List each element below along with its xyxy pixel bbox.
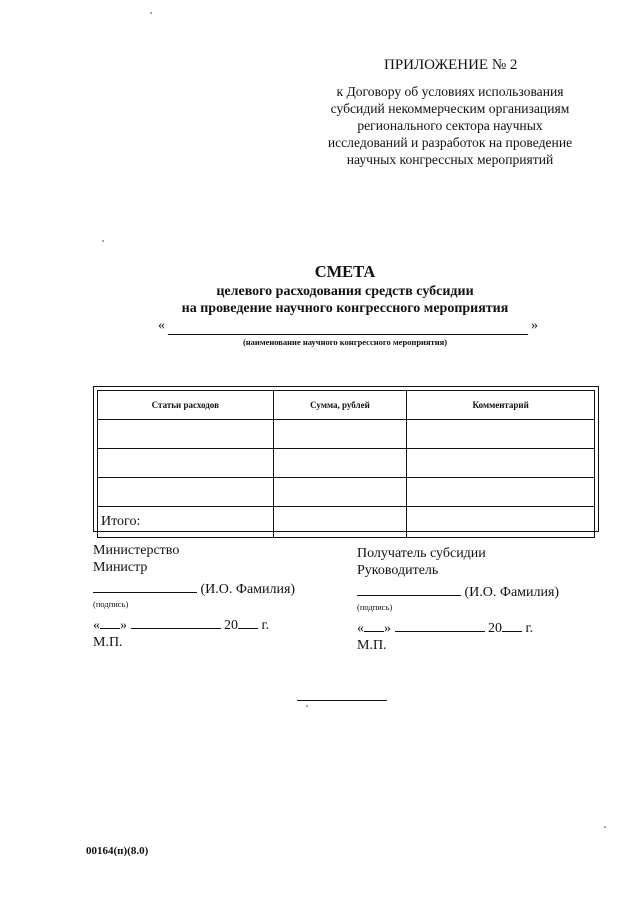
table-cell xyxy=(98,420,274,449)
appendix-subtitle-line: научных конгрессных мероприятий xyxy=(346,152,554,167)
table-row xyxy=(98,478,595,507)
date-day-line xyxy=(100,628,120,629)
signature-org: Министерство xyxy=(93,543,180,558)
date-year-prefix: 20 xyxy=(488,621,502,636)
signature-block-recipient xyxy=(357,545,559,654)
table-row xyxy=(98,449,595,478)
event-name-rule xyxy=(168,334,528,335)
date-year-prefix: 20 xyxy=(224,618,238,633)
date-year-suffix: г. xyxy=(525,621,534,636)
date-quote-close: » xyxy=(384,621,391,636)
signature-name-hint: (И.О. Фамилия) xyxy=(200,582,296,597)
table-cell xyxy=(98,478,274,507)
table-cell xyxy=(273,420,407,449)
total-label: Итого: xyxy=(98,507,274,538)
date-month-line xyxy=(395,631,485,632)
signature-line xyxy=(357,595,461,596)
signature-line xyxy=(93,592,197,593)
table-header-row xyxy=(98,391,595,420)
column-header-amount: Сумма, рублей xyxy=(273,391,407,420)
date-year-line xyxy=(238,628,258,629)
stamp-label: М.П. xyxy=(93,635,123,650)
table-cell xyxy=(273,478,407,507)
date-year-line xyxy=(502,631,522,632)
date-quote-open: « xyxy=(93,618,100,633)
table-cell xyxy=(407,449,595,478)
date-year-suffix: г. xyxy=(261,618,270,633)
end-divider xyxy=(297,700,387,701)
signature-name-hint: (И.О. Фамилия) xyxy=(464,585,560,600)
table-cell xyxy=(98,449,274,478)
date-quote-close: » xyxy=(120,618,127,633)
column-header-expenses: Статьи расходов xyxy=(98,391,274,420)
date-quote-open: « xyxy=(357,621,364,636)
quote-open: « xyxy=(158,318,165,333)
date-day-line xyxy=(364,631,384,632)
table-cell xyxy=(273,449,407,478)
event-name-caption: (наименование научного конгрессного мероприятия) xyxy=(242,337,448,347)
table-row xyxy=(98,420,595,449)
stamp-label: М.П. xyxy=(357,638,387,653)
signature-role: Министр xyxy=(93,560,148,575)
signature-caption: (подпись) xyxy=(357,602,393,612)
signature-block-ministry xyxy=(93,542,295,651)
document-subtitle-line1: целевого расходования средств субсидии xyxy=(216,284,474,299)
appendix-subtitle-line: к Договору об условиях использования xyxy=(336,84,564,99)
table-cell xyxy=(407,507,595,538)
estimate-table xyxy=(97,390,595,538)
signature-org: Получатель субсидии xyxy=(357,546,486,561)
table-cell xyxy=(407,478,595,507)
scan-speck xyxy=(102,240,104,242)
table-total-row xyxy=(98,507,595,538)
table-cell xyxy=(273,507,407,538)
appendix-subtitle-line: субсидий некоммерческим организациям xyxy=(330,101,570,116)
appendix-title: ПРИЛОЖЕНИЕ № 2 xyxy=(384,57,518,73)
signature-caption: (подпись) xyxy=(93,599,129,609)
document-subtitle-line2: на проведение научного конгрессного мероприятия xyxy=(181,301,509,316)
table-cell xyxy=(407,420,595,449)
scan-speck xyxy=(150,12,152,14)
quote-close: » xyxy=(531,318,538,333)
appendix-subtitle xyxy=(300,83,600,168)
event-name-field xyxy=(158,318,538,336)
appendix-subtitle-line: исследований и разработок на проведение xyxy=(327,135,573,150)
document-title: СМЕТА xyxy=(314,262,376,281)
signature-role: Руководитель xyxy=(357,563,439,578)
appendix-subtitle-line: регионального сектора научных xyxy=(357,118,543,133)
column-header-comment: Комментарий xyxy=(407,391,595,420)
scan-speck xyxy=(604,826,606,828)
form-code: 00164(п)(8.0) xyxy=(86,845,149,857)
date-month-line xyxy=(131,628,221,629)
scan-speck xyxy=(306,705,308,707)
